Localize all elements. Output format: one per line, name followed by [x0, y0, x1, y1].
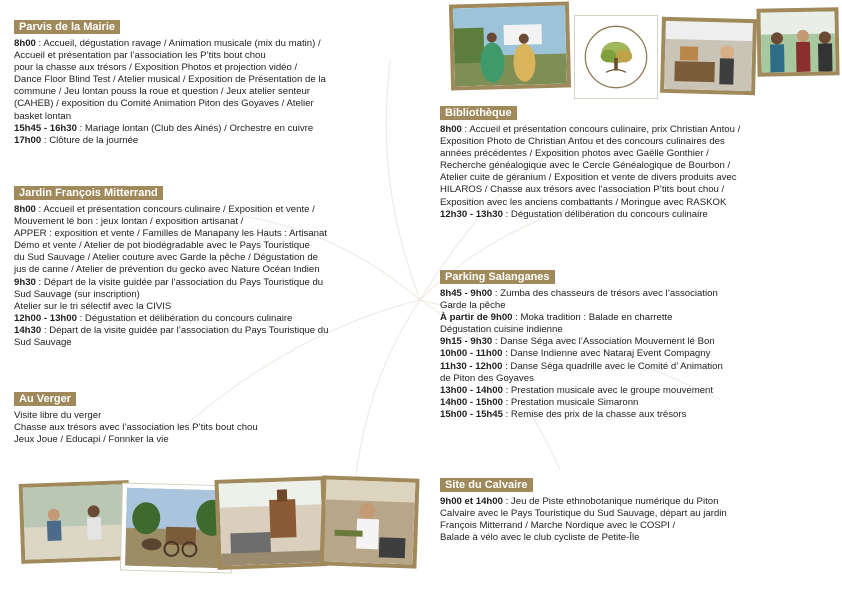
section-verger	[14, 389, 414, 446]
section-jardin	[14, 183, 414, 349]
schedule-line	[14, 74, 414, 86]
photo-craft-table	[19, 480, 132, 564]
photo-market-stall	[660, 17, 757, 95]
schedule-text: Atelier cuite de géranium / Exposition et vente de divers produits avec	[440, 172, 737, 184]
schedule-line	[14, 301, 414, 313]
schedule-text: : Danse Indienne avec Nataraj Event Compagny	[502, 348, 711, 360]
schedule-time: 8h00	[14, 38, 36, 49]
schedule-line	[440, 409, 840, 421]
photo-cane-worker	[319, 475, 419, 568]
schedule-text: Chasse aux trésors avec l’association les P’tits bout chou	[14, 422, 258, 434]
schedule-text: Garde la pêche	[440, 300, 506, 312]
section-title: Bibliothèque	[440, 106, 517, 120]
schedule-time: 14h00 - 15h00	[440, 396, 503, 408]
schedule-text: Démo et vente / Atelier de pot biodégradable avec le Pays Touristique	[14, 240, 310, 252]
schedule-text: du Sud Sauvage / Atelier couture avec Garde la pêche / Dégustation de	[14, 252, 319, 264]
schedule-line	[440, 385, 840, 397]
section-calvaire	[440, 475, 840, 544]
schedule-text: : Clôture de la journée	[41, 134, 139, 146]
section-body	[14, 204, 414, 349]
schedule-time: 17h00	[14, 134, 42, 146]
schedule-text: : Prestation musicale Simaronn	[502, 396, 639, 408]
schedule-text: pour la chasse aux trésors / Exposition Photos et projection vidéo /	[14, 62, 298, 74]
schedule-text: Balade à vélo avec le club cycliste de Petite-Île	[440, 532, 640, 544]
schedule-text: : Zumba des chasseurs de trésors avec l’association	[492, 288, 718, 299]
schedule-time: 10h00 - 11h00	[440, 348, 503, 360]
schedule-text: Atelier sur le tri sélectif avec la CIVIS	[14, 300, 172, 312]
schedule-line	[14, 50, 414, 62]
schedule-text: Recherche généalogique avec le Cercle Généalogique de Bourbon /	[440, 160, 731, 172]
schedule-line	[14, 135, 414, 147]
schedule-time: 8h00	[14, 204, 36, 215]
genealogy-logo-card	[575, 16, 657, 98]
section-body	[440, 496, 840, 544]
schedule-text: basket lontan	[14, 110, 72, 122]
schedule-line	[14, 434, 414, 446]
schedule-line	[14, 422, 414, 434]
schedule-line	[440, 373, 840, 385]
section-title: Au Verger	[14, 392, 76, 406]
schedule-text: Visite libre du verger	[14, 410, 102, 421]
schedule-line	[440, 397, 840, 409]
schedule-line	[14, 410, 414, 422]
schedule-line	[440, 197, 840, 209]
schedule-line	[440, 532, 840, 544]
schedule-line	[14, 216, 414, 228]
schedule-time: 9h15 - 9h30	[440, 336, 493, 348]
schedule-text: : Remise des prix de la chasse aux trésors	[502, 408, 687, 420]
section-title: Parvis de la Mairie	[14, 20, 120, 34]
schedule-line	[14, 38, 414, 50]
schedule-text: Exposition avec les anciens combattants / Moringue avec RASKOK	[440, 196, 727, 208]
schedule-line	[440, 160, 840, 172]
schedule-text: Calvaire avec le Pays Touristique du Sud Sauvage, départ au jardin	[440, 508, 727, 520]
schedule-time: 8h45 - 9h00	[440, 288, 493, 299]
schedule-time: 12h00 - 13h00	[14, 312, 77, 324]
schedule-time: 8h00	[440, 124, 462, 135]
schedule-text: Mouvement lé bon : jeux lontan / exposition artisanat /	[14, 216, 244, 228]
schedule-text: Exposition Photo de Christian Antou et des concours culinaires des	[440, 136, 725, 148]
schedule-text: jus de canne / Atelier de prévention du gecko avec Nature Océan Indien	[14, 264, 320, 276]
section-bibliotheque	[440, 103, 840, 221]
schedule-time: 14h30	[14, 324, 42, 336]
schedule-text: (CAHEB) / exposition du Comité Animation Piton des Goyaves / Atelier	[14, 98, 314, 110]
schedule-time: 15h45 - 16h30	[14, 122, 77, 134]
schedule-text: années précédentes / Exposition photos avec Gaëlle Gonthier /	[440, 148, 709, 160]
schedule-text: : Dégustation délibération du concours culinaire	[502, 208, 708, 220]
schedule-line	[440, 496, 840, 508]
schedule-text: Dance Floor Blind Test / Atelier musical / Exposition de Présentation de la	[14, 74, 326, 86]
schedule-text: de Piton des Goyaves	[440, 372, 534, 384]
schedule-line	[440, 324, 840, 336]
section-body	[440, 124, 840, 221]
schedule-line	[14, 252, 414, 264]
section-body	[14, 38, 414, 147]
photo-crowd	[756, 7, 839, 76]
schedule-text: : Accueil et présentation concours culinaire, prix Christian Antou /	[461, 124, 741, 135]
schedule-time: 12h30 - 13h30	[440, 208, 503, 220]
schedule-text: : Danse Séga avec l’Association Mouvement lé Bon	[492, 336, 715, 348]
schedule-line	[440, 136, 840, 148]
schedule-text: : Moka tradition : Balade en charrette	[512, 312, 673, 324]
genealogy-tree-icon	[579, 20, 653, 94]
section-body	[14, 410, 414, 446]
schedule-time: 9h30	[14, 276, 36, 288]
schedule-text: : Jeu de Piste ethnobotanique numérique du Piton	[502, 496, 719, 507]
schedule-line	[440, 361, 840, 373]
section-body	[440, 288, 840, 421]
schedule-line	[14, 289, 414, 301]
schedule-time: 11h30 - 12h00	[440, 360, 503, 372]
schedule-text: François Mitterrand / Marche Nordique avec le COSPI /	[440, 520, 676, 532]
schedule-line	[440, 312, 840, 324]
schedule-line	[14, 264, 414, 276]
schedule-line	[14, 98, 414, 110]
schedule-text: : Départ de la visite guidée par l’association du Pays Touristique du	[35, 276, 324, 288]
schedule-time: 13h00 - 14h00	[440, 384, 503, 396]
schedule-line	[14, 228, 414, 240]
schedule-line	[440, 508, 840, 520]
schedule-line	[440, 209, 840, 221]
schedule-text: : Danse Séga quadrille avec le Comité d’ Animation	[502, 360, 723, 372]
schedule-text: Sud Sauvage (sur inscription)	[14, 288, 140, 300]
schedule-text: : Accueil et présentation concours culinaire / Exposition et vente /	[35, 204, 315, 215]
section-title: Site du Calvaire	[440, 478, 533, 492]
schedule-line	[14, 325, 414, 337]
schedule-line	[14, 62, 414, 74]
schedule-text: : Dégustation et délibération du concours culinaire	[76, 312, 293, 324]
schedule-line	[14, 111, 414, 123]
schedule-text: Sud Sauvage	[14, 337, 72, 349]
section-parking	[440, 267, 840, 421]
schedule-text: : Prestation musicale avec le groupe mouvement	[502, 384, 714, 396]
schedule-text: APPER : exposition et vente / Familles de Manapany les Hauts : Artisanat	[14, 228, 328, 240]
section-parvis	[14, 17, 414, 147]
schedule-text: Jeux Joue / Educapi / Fonnker la vie	[14, 434, 169, 446]
schedule-line	[440, 348, 840, 360]
schedule-text: : Mariage lontan (Club des Ainés) / Orchestre en cuivre	[76, 122, 314, 134]
schedule-text: Dégustation cuisine indienne	[440, 324, 563, 336]
section-title: Parking Salanganes	[440, 270, 555, 284]
schedule-text: Accueil et présentation par l’association les P’tits bout chou	[14, 50, 266, 62]
section-title: Jardin François Mitterrand	[14, 186, 163, 200]
schedule-line	[440, 288, 840, 300]
schedule-line	[440, 300, 840, 312]
schedule-line	[14, 337, 414, 349]
schedule-time: À partir de 9h00	[440, 312, 513, 324]
schedule-line	[440, 148, 840, 160]
schedule-text: HILAROS / Chasse aux trésors avec l’association P’tits bout chou /	[440, 184, 725, 196]
schedule-line	[440, 184, 840, 196]
schedule-line	[14, 123, 414, 135]
schedule-line	[440, 172, 840, 184]
schedule-line	[440, 336, 840, 348]
schedule-line	[14, 240, 414, 252]
schedule-time: 9h00 et 14h00	[440, 496, 503, 507]
photo-distillery	[214, 476, 327, 570]
schedule-line	[14, 313, 414, 325]
schedule-line	[14, 204, 414, 216]
schedule-line	[440, 124, 840, 136]
schedule-text: : Départ de la visite guidée par l’association du Pays Touristique du	[41, 324, 329, 336]
schedule-line	[14, 277, 414, 289]
photo-dancers	[449, 1, 571, 90]
schedule-text: : Accueil, dégustation ravage / Animation musicale (mix du matin) /	[35, 38, 321, 49]
schedule-time: 15h00 - 15h45	[440, 408, 503, 420]
schedule-line	[440, 520, 840, 532]
schedule-line	[14, 86, 414, 98]
schedule-text: commune / Jeu lontan pouss la roue et question / Jeux atelier senteur	[14, 86, 310, 98]
